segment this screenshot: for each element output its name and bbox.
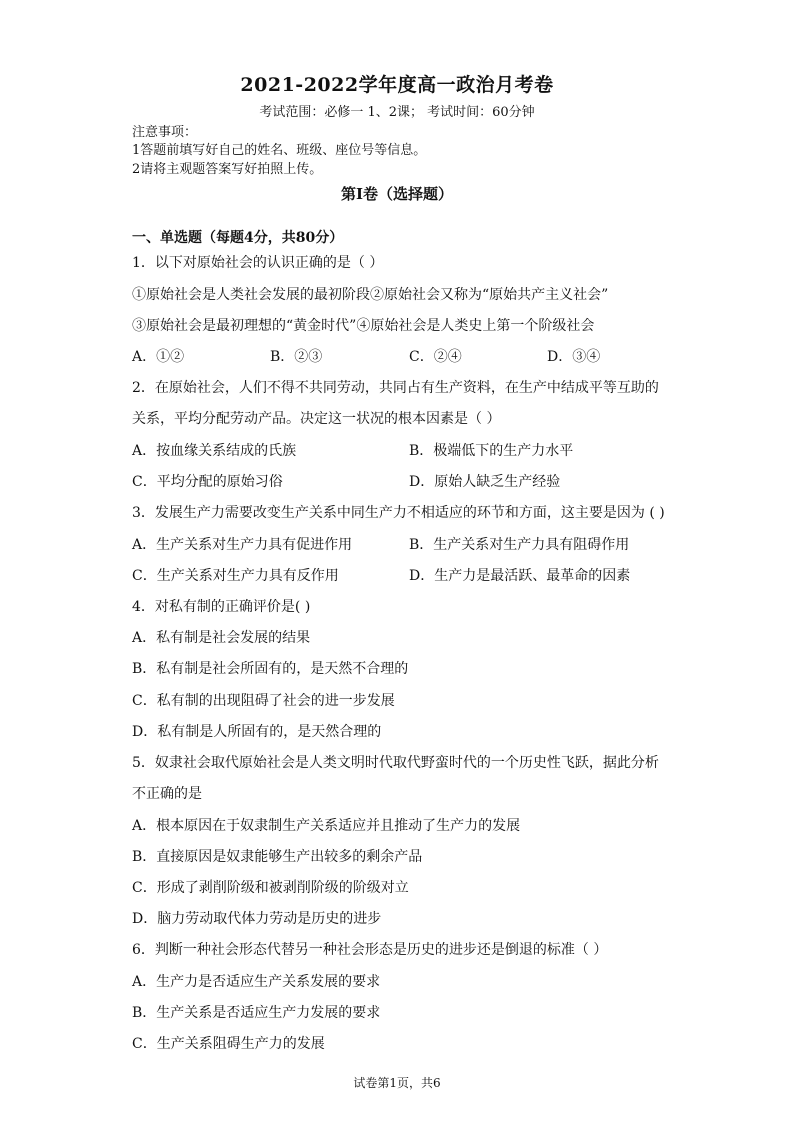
question-stem: 1．以下对原始社会的认识正确的是（ ） <box>132 255 384 271</box>
question-stem: 4．对私有制的正确评价是( ) <box>132 599 311 615</box>
note-item: 1答题前填写好自己的姓名、班级、座位号等信息。 <box>132 143 427 158</box>
option-a: A．根本原因在于奴隶制生产关系适应并且推动了生产力的发展 <box>132 818 521 834</box>
option-c: C．私有制的出现阻碍了社会的进一步发展 <box>132 693 395 709</box>
option-c: C．平均分配的原始习俗 <box>132 474 283 490</box>
option-b: B．生产关系是否适应生产力发展的要求 <box>132 1005 381 1021</box>
option-c: C．生产关系对生产力具有反作用 <box>132 568 339 584</box>
exam-meta: 考试范围：必修一 1、2课； 考试时间：60分钟 <box>259 105 535 120</box>
page-footer: 试卷第1页，共6 <box>353 1076 441 1090</box>
question-stem: 关系，平均分配劳动产品。决定这一状况的根本因素是（ ） <box>132 411 501 427</box>
question-stem: 3．发展生产力需要改变生产关系中同生产力不相适应的环节和方面，这主要是因为 ( ) <box>132 505 665 521</box>
option-c: C．生产关系阻碍生产力的发展 <box>132 1036 325 1052</box>
note-item: 2请将主观题答案写好拍照上传。 <box>132 162 323 177</box>
page-title: 2021-2022学年度高一政治月考卷 <box>240 74 554 96</box>
option-b: B．私有制是社会所固有的，是天然不合理的 <box>132 661 409 677</box>
question-stem: 不正确的是 <box>132 786 202 802</box>
question-stem: 5．奴隶社会取代原始社会是人类文明时代取代野蛮时代的一个历史性飞跃，据此分析 <box>132 755 659 771</box>
option-c: C．②④ <box>409 349 462 365</box>
option-b: B．直接原因是奴隶能够生产出较多的剩余产品 <box>132 849 423 865</box>
notes-heading: 注意事项： <box>132 125 198 140</box>
section-title: 一、单选题（每题4分，共80分） <box>132 230 344 246</box>
option-d: D．生产力是最活跃、最革命的因素 <box>409 568 631 584</box>
question-stem: 6．判断一种社会形态代替另一种社会形态是历史的进步还是倒退的标准（ ） <box>132 942 608 958</box>
option-d: D．原始人缺乏生产经验 <box>409 474 561 490</box>
question-statement: ③原始社会是最初理想的“黄金时代”④原始社会是人类史上第一个阶级社会 <box>132 318 595 334</box>
option-d: D．脑力劳动取代体力劳动是历史的进步 <box>132 911 382 927</box>
option-a: A．生产力是否适应生产关系发展的要求 <box>132 974 381 990</box>
option-a: A．按血缘关系结成的氏族 <box>132 443 297 459</box>
option-b: B．生产关系对生产力具有阻碍作用 <box>409 537 630 553</box>
option-c: C．形成了剥削阶级和被剥削阶级的阶级对立 <box>132 880 409 896</box>
option-d: D．私有制是人所固有的，是天然合理的 <box>132 724 382 740</box>
option-b: B．极端低下的生产力水平 <box>409 443 574 459</box>
question-statement: ①原始社会是人类社会发展的最初阶段②原始社会又称为“原始共产主义社会” <box>132 287 609 303</box>
option-a: A．生产关系对生产力具有促进作用 <box>132 537 353 553</box>
part-title: 第I卷（选择题） <box>340 185 454 203</box>
question-stem: 2．在原始社会，人们不得不共同劳动，共同占有生产资料，在生产中结成平等互助的 <box>132 380 659 396</box>
option-b: B．②③ <box>270 349 323 365</box>
option-a: A．①② <box>132 349 185 365</box>
option-d: D．③④ <box>547 349 601 365</box>
option-a: A．私有制是社会发展的结果 <box>132 630 311 646</box>
